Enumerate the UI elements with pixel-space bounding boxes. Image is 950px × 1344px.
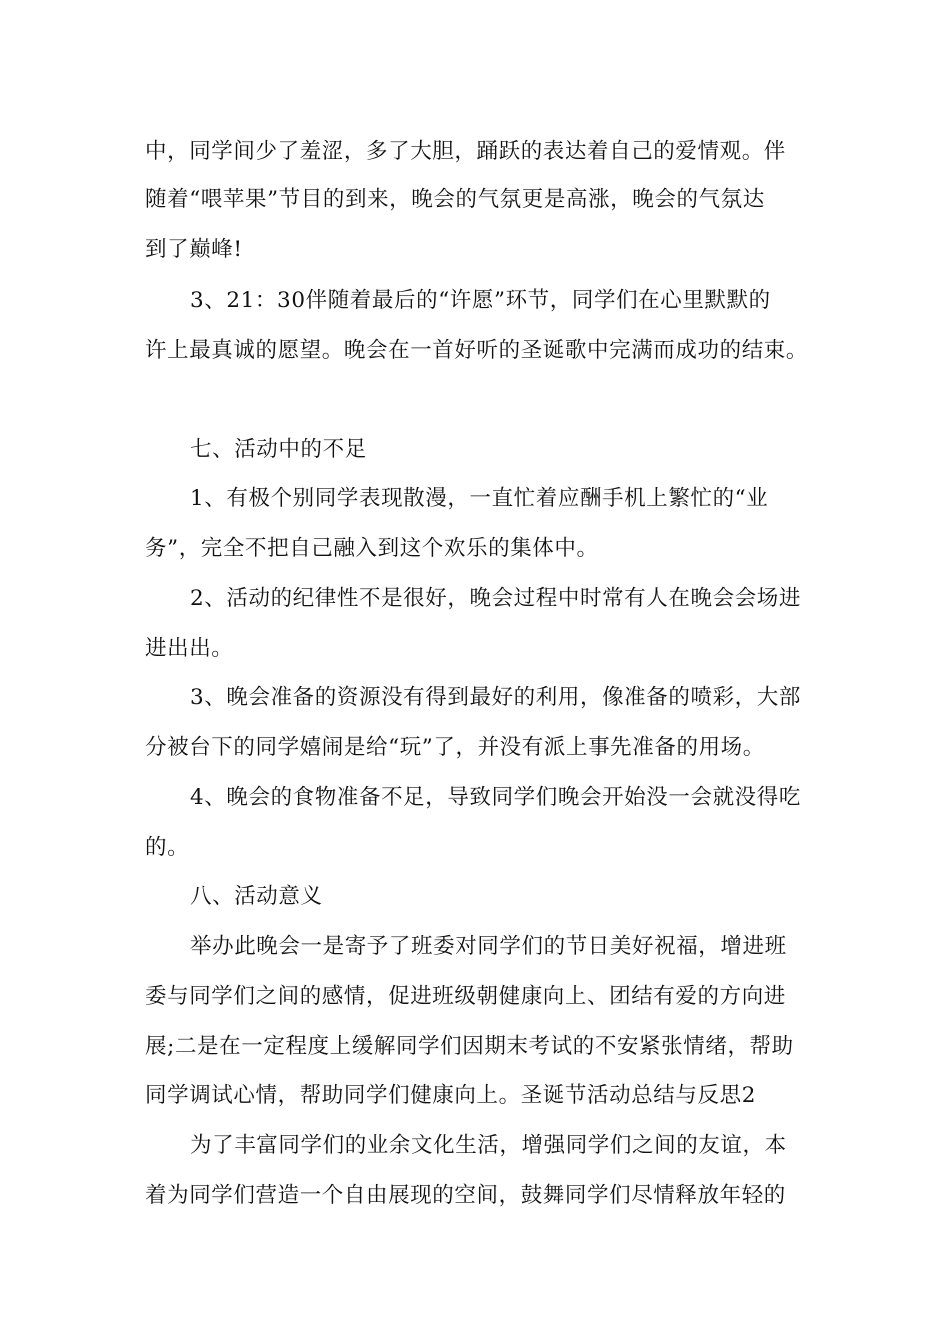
text-line: 同学调试心情，帮助同学们健康向上。圣诞节活动总结与反思2 [145, 1083, 756, 1108]
text-line: 举办此晚会一是寄予了班委对同学们的节日美好祝福，增进班 [190, 934, 787, 959]
text-line: 务”，完全不把自己融入到这个欢乐的集体中。 [145, 536, 599, 561]
text-line: 到了巅峰! [145, 237, 243, 262]
text-line: 许上最真诚的愿望。晚会在一首好听的圣诞歌中完满而成功的结束。 [145, 338, 809, 363]
text-line: 2、活动的纪律性不是很好，晚会过程中时常有人在晚会会场进 [190, 586, 801, 611]
text-line: 展;二是在一定程度上缓解同学们因期末考试的不安紧张情绪，帮助 [145, 1034, 794, 1059]
text-line: 3、21：30伴随着最后的“许愿”环节，同学们在心里默默的 [190, 288, 771, 313]
text-line: 的。 [145, 835, 190, 860]
text-line: 随着“喂苹果”节目的到来，晚会的气氛更是高涨，晚会的气氛达 [145, 187, 765, 212]
section-heading: 八、活动意义 [190, 884, 323, 909]
text-line: 为了丰富同学们的业余文化生活，增强同学们之间的友谊，本 [190, 1133, 787, 1158]
text-line: 3、晚会准备的资源没有得到最好的利用，像准备的喷彩，大部 [190, 685, 801, 710]
text-line: 委与同学们之间的感情，促进班级朝健康向上、团结有爱的方向进 [145, 984, 786, 1009]
text-line: 进出出。 [145, 636, 234, 661]
section-heading: 七、活动中的不足 [190, 437, 367, 462]
text-line: 中，同学间少了羞涩，多了大胆，踊跃的表达着自己的爱情观。伴 [145, 139, 786, 164]
text-line: 4、晚会的食物准备不足，导致同学们晚会开始没一会就没得吃 [190, 785, 801, 810]
text-line: 1、有极个别同学表现散漫，一直忙着应酬手机上繁忙的“业 [190, 486, 769, 511]
text-line: 分被台下的同学嬉闹是给“玩”了，并没有派上事先准备的用场。 [145, 735, 765, 760]
text-line: 着为同学们营造一个自由展现的空间，鼓舞同学们尽情释放年轻的 [145, 1183, 786, 1208]
